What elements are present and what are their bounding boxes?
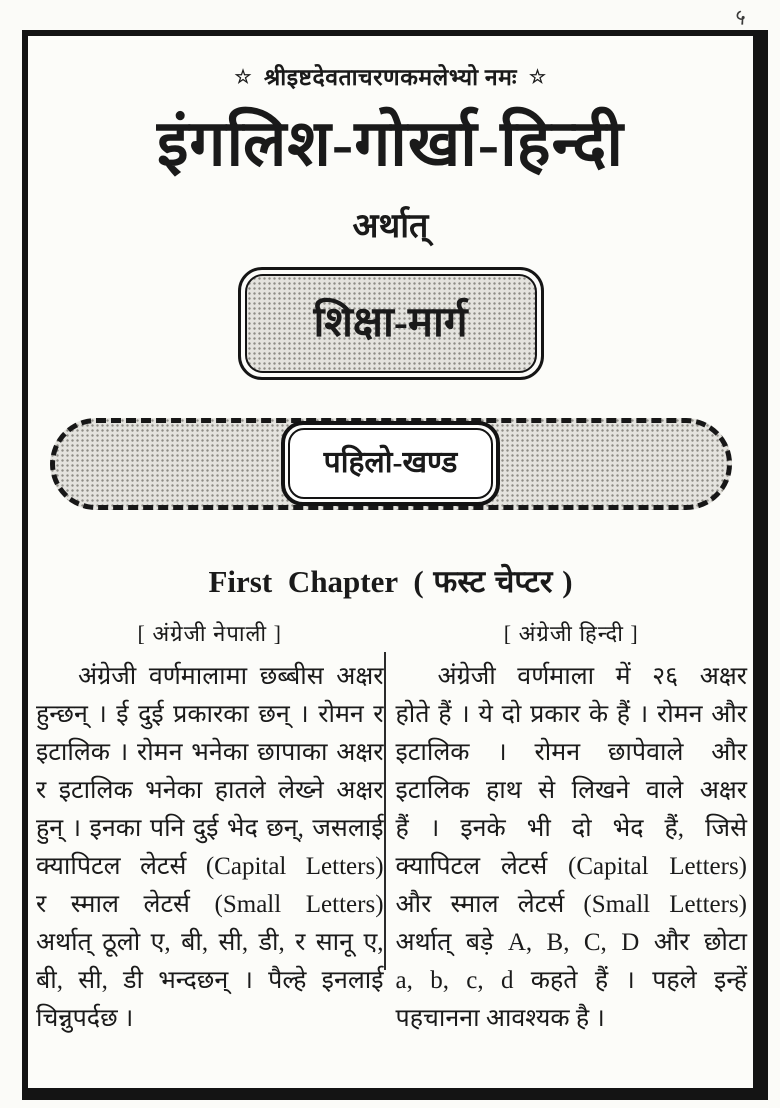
hindi-column-header: [ अंग्रेजी हिन्दी ] — [503, 620, 639, 646]
chapter-heading — [34, 560, 747, 602]
star-icon: ☆ — [234, 67, 253, 88]
part-title-box — [281, 421, 501, 506]
hindi-line: अर्थात् बड़े A, B, C, D और छोटा — [395, 928, 747, 956]
page-number: ५ — [732, 4, 749, 30]
hindi-line: होते हैं । ये दो प्रकार के हैं । रोमन और — [395, 700, 747, 728]
hindi-line: और स्माल लेटर्स (Small Letters) — [395, 890, 747, 918]
nepali-line: इटालिक । रोमन भनेका छापाका अक्षर — [36, 738, 384, 766]
nepali-line: अर्थात् ठूलो ए, बी, सी, डी, र सानू ए, — [36, 928, 384, 956]
part-band — [50, 418, 732, 510]
book-title: इंगलिश-गोर्खा-हिन्दी — [156, 108, 624, 179]
nepali-column — [34, 618, 384, 1038]
hindi-column — [386, 618, 747, 1038]
nepali-line: क्यापिटल लेटर्स (Capital Letters) — [36, 852, 384, 880]
chapter-heading-devanagari: ( फस्ट चेप्टर ) — [413, 563, 573, 599]
invocation-text: श्रीइष्टदेवताचरणकमलेभ्यो नमः — [264, 65, 517, 90]
hindi-line: अंग्रेजी वर्णमाला में २६ अक्षर — [437, 662, 747, 690]
hindi-line: क्यापिटल लेटर्स (Capital Letters) — [395, 852, 747, 880]
nepali-line: बी, सी, डी भन्दछन् । पैल्हे इनलाई — [36, 966, 384, 994]
hindi-line: इटालिक हाथ से लिखने वाले अक्षर — [395, 776, 747, 804]
series-title-box — [238, 267, 544, 380]
nepali-line: हुन् । इनका पनि दुई भेद छन्, जसलाई — [36, 814, 384, 842]
page-frame — [22, 30, 768, 1100]
nepali-line: अंग्रेजी वर्णमालामा छब्बीस अक्षर — [78, 662, 384, 690]
chapter-heading-english: First Chapter — [208, 563, 398, 599]
hindi-line: इटालिक । रोमन छापेवाले और — [395, 738, 747, 766]
subtitle-arthat: अर्थात् — [352, 207, 429, 245]
hindi-line: हैं । इनके भी दो भेद हैं, जिसे — [395, 814, 747, 842]
two-column-text — [34, 618, 747, 1038]
nepali-line: चिन्नुपर्दछ । — [36, 1004, 134, 1032]
hindi-line: पहचानना आवश्यक है । — [395, 1004, 605, 1032]
invocation-line — [34, 60, 747, 92]
star-icon: ☆ — [528, 67, 547, 88]
nepali-column-header: [ अंग्रेजी नेपाली ] — [137, 620, 282, 646]
part-title-box-inner — [288, 428, 494, 499]
hindi-line: a, b, c, d कहते हैं । पहले इन्हें — [395, 966, 747, 994]
part-title: पहिलो-खण्ड — [323, 446, 458, 480]
series-title: शिक्षा-मार्ग — [313, 299, 468, 346]
nepali-line: हुन्छन् । ई दुई प्रकारका छन् । रोमन र — [36, 700, 384, 728]
nepali-line: र इटालिक भनेका हातले लेख्ने अक्षर — [36, 776, 384, 804]
series-title-box-inner — [245, 274, 537, 373]
nepali-line: र स्माल लेटर्स (Small Letters) — [36, 890, 384, 918]
